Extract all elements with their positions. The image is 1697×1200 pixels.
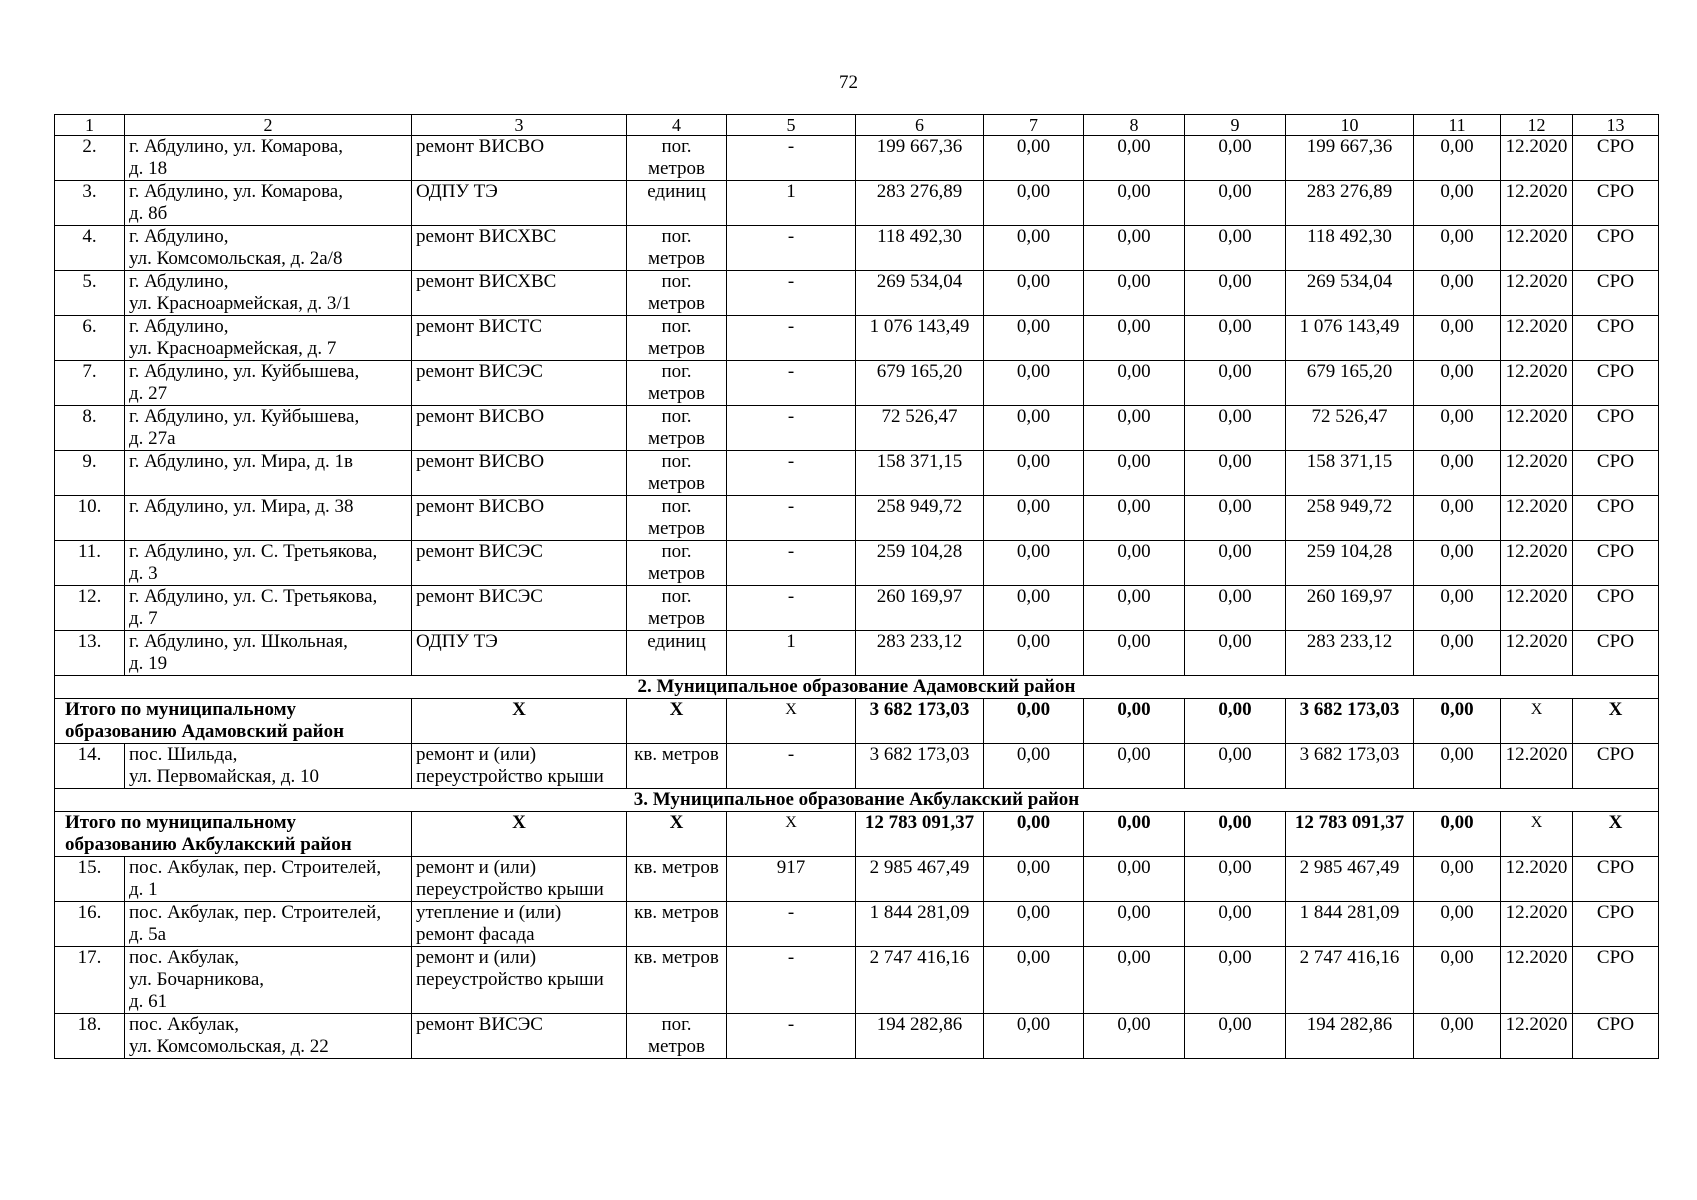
unit-cell: кв. метров xyxy=(627,902,727,947)
total-label: Итого по муниципальному образованию Адамовский район xyxy=(55,699,412,744)
unit-cell: пог. метров xyxy=(627,451,727,496)
quantity-cell: - xyxy=(727,361,856,406)
total-label: Итого по муниципальному образованию Акбулакский район xyxy=(55,812,412,857)
table-row xyxy=(55,136,1659,181)
amount-cell: 1 076 143,49 xyxy=(856,316,984,361)
amount-cell: 0,00 xyxy=(984,361,1084,406)
row-number-cell: 12. xyxy=(55,586,125,631)
amount-cell: 0,00 xyxy=(1414,812,1501,857)
quantity-cell: - xyxy=(727,406,856,451)
row-number-cell: 3. xyxy=(55,181,125,226)
page-number: 72 xyxy=(839,72,858,93)
quantity-cell: X xyxy=(727,699,856,744)
row-number-cell: 16. xyxy=(55,902,125,947)
amount-cell: 0,00 xyxy=(1185,631,1286,676)
row-number-cell: 18. xyxy=(55,1014,125,1059)
address-cell: г. Абдулино, ул. Красноармейская, д. 7 xyxy=(125,316,412,361)
executor-cell: СРО xyxy=(1573,857,1659,902)
quantity-cell: 1 xyxy=(727,631,856,676)
amount-cell: 0,00 xyxy=(1414,496,1501,541)
quantity-cell: - xyxy=(727,541,856,586)
amount-cell: 12.2020 xyxy=(1501,361,1573,406)
work-type-cell: ремонт ВИСЭС xyxy=(412,1014,627,1059)
unit-cell: пог. метров xyxy=(627,271,727,316)
row-number-cell: 5. xyxy=(55,271,125,316)
amount-cell: 12.2020 xyxy=(1501,496,1573,541)
work-type-cell: ОДПУ ТЭ xyxy=(412,181,627,226)
table-row xyxy=(55,181,1659,226)
amount-cell: 0,00 xyxy=(1414,744,1501,789)
amount-cell: 0,00 xyxy=(1414,451,1501,496)
amount-cell: 72 526,47 xyxy=(1286,406,1414,451)
row-number-cell: 6. xyxy=(55,316,125,361)
executor-cell: СРО xyxy=(1573,136,1659,181)
amount-cell: 194 282,86 xyxy=(856,1014,984,1059)
quantity-cell: - xyxy=(727,1014,856,1059)
deadline-cell: X xyxy=(1501,812,1573,857)
table-row xyxy=(55,857,1659,902)
amount-cell: 12 783 091,37 xyxy=(856,812,984,857)
unit-cell: единиц xyxy=(627,181,727,226)
work-type-cell: ремонт ВИСХВС xyxy=(412,271,627,316)
amount-cell: 0,00 xyxy=(1185,226,1286,271)
amount-cell: 283 233,12 xyxy=(1286,631,1414,676)
column-number: 10 xyxy=(1286,115,1414,136)
address-cell: г. Абдулино, ул. Куйбышева, д. 27 xyxy=(125,361,412,406)
amount-cell: 12.2020 xyxy=(1501,541,1573,586)
address-cell: пос. Акбулак, ул. Комсомольская, д. 22 xyxy=(125,1014,412,1059)
amount-cell: 0,00 xyxy=(1185,1014,1286,1059)
amount-cell: 0,00 xyxy=(1414,902,1501,947)
column-number: 11 xyxy=(1414,115,1501,136)
work-type-cell: ремонт ВИСВО xyxy=(412,406,627,451)
table-row xyxy=(55,271,1659,316)
amount-cell: 0,00 xyxy=(984,1014,1084,1059)
quantity-cell: - xyxy=(727,271,856,316)
amount-cell: 283 276,89 xyxy=(1286,181,1414,226)
unit-cell: X xyxy=(627,812,727,857)
work-type-cell: ремонт ВИСВО xyxy=(412,136,627,181)
amount-cell: 0,00 xyxy=(1084,406,1185,451)
amount-cell: 0,00 xyxy=(1414,271,1501,316)
column-number: 12 xyxy=(1501,115,1573,136)
table-row xyxy=(55,316,1659,361)
amount-cell: 12.2020 xyxy=(1501,902,1573,947)
amount-cell: 0,00 xyxy=(1414,699,1501,744)
unit-cell: кв. метров xyxy=(627,857,727,902)
amount-cell: 0,00 xyxy=(1084,744,1185,789)
table-row xyxy=(55,631,1659,676)
amount-cell: 0,00 xyxy=(1414,136,1501,181)
unit-cell: кв. метров xyxy=(627,947,727,1014)
row-number-cell: 9. xyxy=(55,451,125,496)
address-cell: г. Абдулино, ул. Комарова, д. 18 xyxy=(125,136,412,181)
unit-cell: пог. метров xyxy=(627,496,727,541)
address-cell: г. Абдулино, ул. Красноармейская, д. 3/1 xyxy=(125,271,412,316)
unit-cell: пог. метров xyxy=(627,406,727,451)
row-number-cell: 7. xyxy=(55,361,125,406)
table-row xyxy=(55,406,1659,451)
amount-cell: 0,00 xyxy=(1084,316,1185,361)
address-cell: пос. Акбулак, пер. Строителей, д. 1 xyxy=(125,857,412,902)
amount-cell: 0,00 xyxy=(1185,451,1286,496)
executor-cell: СРО xyxy=(1573,1014,1659,1059)
amount-cell: 0,00 xyxy=(1414,947,1501,1014)
amount-cell: 283 276,89 xyxy=(856,181,984,226)
amount-cell: 0,00 xyxy=(984,451,1084,496)
amount-cell: 0,00 xyxy=(1185,496,1286,541)
amount-cell: 0,00 xyxy=(1414,406,1501,451)
amount-cell: 0,00 xyxy=(1185,361,1286,406)
amount-cell: 1 844 281,09 xyxy=(1286,902,1414,947)
unit-cell: пог. метров xyxy=(627,226,727,271)
amount-cell: 0,00 xyxy=(984,271,1084,316)
quantity-cell: 1 xyxy=(727,181,856,226)
quantity-cell: - xyxy=(727,451,856,496)
amount-cell: 3 682 173,03 xyxy=(1286,744,1414,789)
work-type-cell: ремонт ВИСВО xyxy=(412,496,627,541)
executor-cell: СРО xyxy=(1573,902,1659,947)
amount-cell: 1 076 143,49 xyxy=(1286,316,1414,361)
amount-cell: 258 949,72 xyxy=(856,496,984,541)
column-number: 9 xyxy=(1185,115,1286,136)
unit-cell: пог. метров xyxy=(627,316,727,361)
work-type-cell: ремонт ВИСЭС xyxy=(412,586,627,631)
work-type-cell: ремонт ВИСЭС xyxy=(412,541,627,586)
amount-cell: 0,00 xyxy=(984,631,1084,676)
amount-cell: 2 985 467,49 xyxy=(856,857,984,902)
quantity-cell: - xyxy=(727,902,856,947)
column-number: 5 xyxy=(727,115,856,136)
amount-cell: 0,00 xyxy=(1185,271,1286,316)
amount-cell: 0,00 xyxy=(1185,947,1286,1014)
amount-cell: 0,00 xyxy=(1185,316,1286,361)
column-number: 7 xyxy=(984,115,1084,136)
amount-cell: 269 534,04 xyxy=(1286,271,1414,316)
executor-cell: СРО xyxy=(1573,316,1659,361)
column-number: 6 xyxy=(856,115,984,136)
amount-cell: 12.2020 xyxy=(1501,744,1573,789)
section-title: 3. Муниципальное образование Акбулакский район xyxy=(55,789,1659,812)
section-header-row xyxy=(55,676,1659,699)
executor-cell: СРО xyxy=(1573,947,1659,1014)
quantity-cell: - xyxy=(727,136,856,181)
amount-cell: 259 104,28 xyxy=(1286,541,1414,586)
amount-cell: 0,00 xyxy=(984,857,1084,902)
amount-cell: 12.2020 xyxy=(1501,947,1573,1014)
amount-cell: 12.2020 xyxy=(1501,406,1573,451)
unit-cell: единиц xyxy=(627,631,727,676)
amount-cell: 0,00 xyxy=(1084,226,1185,271)
amount-cell: 12.2020 xyxy=(1501,631,1573,676)
row-number-cell: 10. xyxy=(55,496,125,541)
address-cell: пос. Шильда, ул. Первомайская, д. 10 xyxy=(125,744,412,789)
amount-cell: 3 682 173,03 xyxy=(856,744,984,789)
unit-cell: пог. метров xyxy=(627,541,727,586)
table-body xyxy=(55,115,1659,1059)
amount-cell: 0,00 xyxy=(1084,361,1185,406)
column-number: 8 xyxy=(1084,115,1185,136)
unit-cell: кв. метров xyxy=(627,744,727,789)
amount-cell: 0,00 xyxy=(1084,812,1185,857)
executor-cell: СРО xyxy=(1573,271,1659,316)
row-number-cell: 13. xyxy=(55,631,125,676)
amount-cell: 0,00 xyxy=(1185,586,1286,631)
amount-cell: 0,00 xyxy=(984,226,1084,271)
row-number-cell: 2. xyxy=(55,136,125,181)
amount-cell: 0,00 xyxy=(984,947,1084,1014)
amount-cell: 0,00 xyxy=(1414,541,1501,586)
work-type-cell: ремонт и (или) переустройство крыши xyxy=(412,744,627,789)
amount-cell: 0,00 xyxy=(984,406,1084,451)
amount-cell: 269 534,04 xyxy=(856,271,984,316)
total-row xyxy=(55,812,1659,857)
column-number: 3 xyxy=(412,115,627,136)
amount-cell: 12.2020 xyxy=(1501,586,1573,631)
executor-cell: X xyxy=(1573,699,1659,744)
amount-cell: 12 783 091,37 xyxy=(1286,812,1414,857)
column-number: 13 xyxy=(1573,115,1659,136)
row-number-cell: 15. xyxy=(55,857,125,902)
amount-cell: 0,00 xyxy=(1185,181,1286,226)
address-cell: г. Абдулино, ул. Мира, д. 1в xyxy=(125,451,412,496)
quantity-cell: - xyxy=(727,947,856,1014)
quantity-cell: - xyxy=(727,316,856,361)
amount-cell: 0,00 xyxy=(1084,451,1185,496)
amount-cell: 0,00 xyxy=(1084,631,1185,676)
quantity-cell: - xyxy=(727,496,856,541)
amount-cell: 0,00 xyxy=(1414,631,1501,676)
row-number-cell: 14. xyxy=(55,744,125,789)
unit-cell: пог. метров xyxy=(627,361,727,406)
amount-cell: 0,00 xyxy=(1414,226,1501,271)
amount-cell: 283 233,12 xyxy=(856,631,984,676)
table-row xyxy=(55,744,1659,789)
amount-cell: 0,00 xyxy=(1185,744,1286,789)
work-type-cell: ремонт ВИСВО xyxy=(412,451,627,496)
amount-cell: 2 985 467,49 xyxy=(1286,857,1414,902)
quantity-cell: - xyxy=(727,226,856,271)
amount-cell: 0,00 xyxy=(1185,136,1286,181)
amount-cell: 0,00 xyxy=(984,136,1084,181)
unit-cell: X xyxy=(627,699,727,744)
amount-cell: 0,00 xyxy=(1414,857,1501,902)
amount-cell: 0,00 xyxy=(1414,586,1501,631)
row-number-cell: 4. xyxy=(55,226,125,271)
executor-cell: СРО xyxy=(1573,541,1659,586)
amount-cell: 12.2020 xyxy=(1501,136,1573,181)
amount-cell: 0,00 xyxy=(1084,496,1185,541)
work-type-cell: утепление и (или) ремонт фасада xyxy=(412,902,627,947)
quantity-cell: - xyxy=(727,586,856,631)
executor-cell: СРО xyxy=(1573,226,1659,271)
row-number-cell: 17. xyxy=(55,947,125,1014)
amount-cell: 0,00 xyxy=(984,541,1084,586)
section-header-row xyxy=(55,789,1659,812)
unit-cell: пог. метров xyxy=(627,136,727,181)
amount-cell: 2 747 416,16 xyxy=(856,947,984,1014)
work-type-cell: ремонт и (или) переустройство крыши xyxy=(412,857,627,902)
work-type-cell: ремонт ВИСХВС xyxy=(412,226,627,271)
table-row xyxy=(55,947,1659,1014)
amount-cell: 0,00 xyxy=(984,586,1084,631)
amount-cell: 0,00 xyxy=(984,496,1084,541)
executor-cell: СРО xyxy=(1573,181,1659,226)
amount-cell: 158 371,15 xyxy=(1286,451,1414,496)
amount-cell: 12.2020 xyxy=(1501,316,1573,361)
amount-cell: 0,00 xyxy=(1185,406,1286,451)
table-row xyxy=(55,586,1659,631)
amount-cell: 0,00 xyxy=(1414,316,1501,361)
deadline-cell: X xyxy=(1501,699,1573,744)
table-row xyxy=(55,361,1659,406)
section-title: 2. Муниципальное образование Адамовский район xyxy=(55,676,1659,699)
amount-cell: 72 526,47 xyxy=(856,406,984,451)
address-cell: г. Абдулино, ул. Комсомольская, д. 2а/8 xyxy=(125,226,412,271)
quantity-cell: - xyxy=(727,744,856,789)
amount-cell: 0,00 xyxy=(1084,136,1185,181)
address-cell: г. Абдулино, ул. Комарова, д. 8б xyxy=(125,181,412,226)
amount-cell: 260 169,97 xyxy=(856,586,984,631)
amount-cell: 0,00 xyxy=(984,316,1084,361)
amount-cell: 0,00 xyxy=(1084,586,1185,631)
amount-cell: 259 104,28 xyxy=(856,541,984,586)
amount-cell: 0,00 xyxy=(1084,271,1185,316)
work-type-cell: ремонт ВИСТС xyxy=(412,316,627,361)
amount-cell: 0,00 xyxy=(1084,181,1185,226)
column-number: 2 xyxy=(125,115,412,136)
amount-cell: 199 667,36 xyxy=(856,136,984,181)
amount-cell: 679 165,20 xyxy=(856,361,984,406)
address-cell: г. Абдулино, ул. С. Третьякова, д. 3 xyxy=(125,541,412,586)
amount-cell: 0,00 xyxy=(1414,1014,1501,1059)
amount-cell: 0,00 xyxy=(1084,541,1185,586)
amount-cell: 0,00 xyxy=(1084,947,1185,1014)
amount-cell: 199 667,36 xyxy=(1286,136,1414,181)
address-cell: г. Абдулино, ул. Мира, д. 38 xyxy=(125,496,412,541)
amount-cell: 3 682 173,03 xyxy=(1286,699,1414,744)
address-cell: г. Абдулино, ул. Школьная, д. 19 xyxy=(125,631,412,676)
amount-cell: 0,00 xyxy=(984,902,1084,947)
amount-cell: 0,00 xyxy=(1185,699,1286,744)
amount-cell: 0,00 xyxy=(1185,902,1286,947)
amount-cell: 158 371,15 xyxy=(856,451,984,496)
executor-cell: X xyxy=(1573,812,1659,857)
amount-cell: 0,00 xyxy=(984,744,1084,789)
amount-cell: 0,00 xyxy=(1414,181,1501,226)
executor-cell: СРО xyxy=(1573,631,1659,676)
amount-cell: 0,00 xyxy=(1084,699,1185,744)
amount-cell: 0,00 xyxy=(984,812,1084,857)
amount-cell: 2 747 416,16 xyxy=(1286,947,1414,1014)
row-number-cell: 8. xyxy=(55,406,125,451)
executor-cell: СРО xyxy=(1573,586,1659,631)
amount-cell: 12.2020 xyxy=(1501,857,1573,902)
row-number-cell: 11. xyxy=(55,541,125,586)
amount-cell: 0,00 xyxy=(984,699,1084,744)
amount-cell: 0,00 xyxy=(1185,812,1286,857)
amount-cell: 0,00 xyxy=(1185,857,1286,902)
address-cell: пос. Акбулак, пер. Строителей, д. 5а xyxy=(125,902,412,947)
work-type-cell: ремонт ВИСЭС xyxy=(412,361,627,406)
work-type-cell: X xyxy=(412,699,627,744)
address-cell: пос. Акбулак, ул. Бочарникова, д. 61 xyxy=(125,947,412,1014)
work-type-cell: X xyxy=(412,812,627,857)
unit-cell: пог. метров xyxy=(627,1014,727,1059)
total-row xyxy=(55,699,1659,744)
amount-cell: 118 492,30 xyxy=(856,226,984,271)
executor-cell: СРО xyxy=(1573,496,1659,541)
amount-cell: 0,00 xyxy=(1084,857,1185,902)
amount-cell: 1 844 281,09 xyxy=(856,902,984,947)
table-row xyxy=(55,1014,1659,1059)
table-row xyxy=(55,226,1659,271)
amount-cell: 194 282,86 xyxy=(1286,1014,1414,1059)
column-number-row xyxy=(55,115,1659,136)
amount-cell: 3 682 173,03 xyxy=(856,699,984,744)
amount-cell: 12.2020 xyxy=(1501,181,1573,226)
executor-cell: СРО xyxy=(1573,744,1659,789)
work-type-cell: ремонт и (или) переустройство крыши xyxy=(412,947,627,1014)
column-number: 1 xyxy=(55,115,125,136)
quantity-cell: X xyxy=(727,812,856,857)
amount-cell: 0,00 xyxy=(984,181,1084,226)
executor-cell: СРО xyxy=(1573,361,1659,406)
amount-cell: 0,00 xyxy=(1185,541,1286,586)
amount-cell: 0,00 xyxy=(1414,361,1501,406)
amount-cell: 0,00 xyxy=(1084,902,1185,947)
works-table xyxy=(54,114,1659,1059)
executor-cell: СРО xyxy=(1573,406,1659,451)
table-row xyxy=(55,496,1659,541)
amount-cell: 0,00 xyxy=(1084,1014,1185,1059)
address-cell: г. Абдулино, ул. С. Третьякова, д. 7 xyxy=(125,586,412,631)
table-row xyxy=(55,451,1659,496)
table-row xyxy=(55,541,1659,586)
amount-cell: 679 165,20 xyxy=(1286,361,1414,406)
amount-cell: 118 492,30 xyxy=(1286,226,1414,271)
work-type-cell: ОДПУ ТЭ xyxy=(412,631,627,676)
column-number: 4 xyxy=(627,115,727,136)
address-cell: г. Абдулино, ул. Куйбышева, д. 27а xyxy=(125,406,412,451)
amount-cell: 12.2020 xyxy=(1501,226,1573,271)
unit-cell: пог. метров xyxy=(627,586,727,631)
amount-cell: 12.2020 xyxy=(1501,1014,1573,1059)
amount-cell: 260 169,97 xyxy=(1286,586,1414,631)
executor-cell: СРО xyxy=(1573,451,1659,496)
amount-cell: 12.2020 xyxy=(1501,451,1573,496)
amount-cell: 12.2020 xyxy=(1501,271,1573,316)
amount-cell: 258 949,72 xyxy=(1286,496,1414,541)
table-row xyxy=(55,902,1659,947)
quantity-cell: 917 xyxy=(727,857,856,902)
